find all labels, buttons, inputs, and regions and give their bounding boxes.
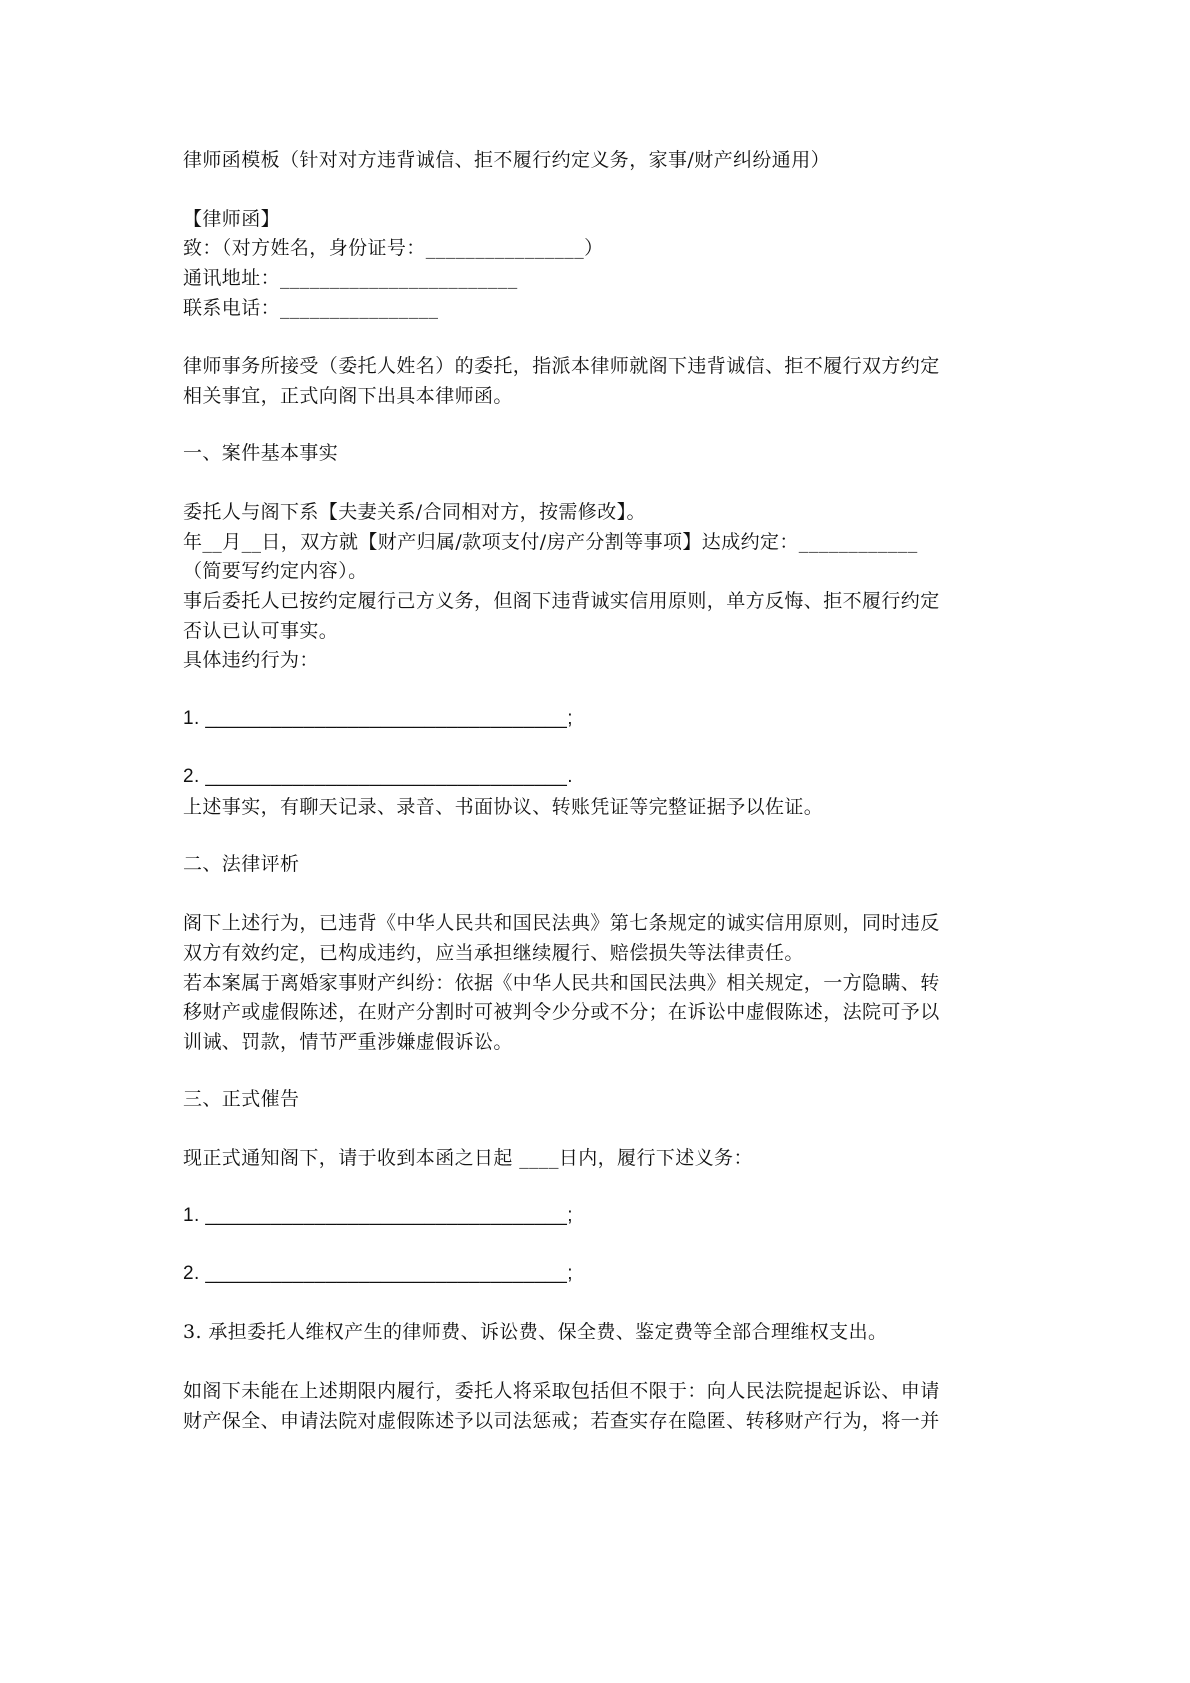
facts-line: 否认已认可事实。 <box>183 620 339 642</box>
demand-item: 1. _________________________________; <box>183 1205 573 1226</box>
section-heading-legal: 二、法律评析 <box>183 853 300 875</box>
legal-line: 阁下上述行为，已违背《中华人民共和国民法典》第七条规定的诚实信用原则，同时违反 <box>183 912 940 934</box>
document-title: 律师函模板（针对对方违背诚信、拒不履行约定义务，家事/财产纠纷通用） <box>183 149 831 171</box>
intro-paragraph-line: 律师事务所接受（委托人姓名）的委托，指派本律师就阁下违背诚信、拒不履行双方约定 <box>183 355 940 377</box>
breach-item: 2. _________________________________. <box>183 766 573 787</box>
facts-line: 具体违约行为： <box>183 649 319 671</box>
legal-line: 若本案属于离婚家事财产纠纷：依据《中华人民共和国民法典》相关规定，一方隐瞒、转 <box>183 972 940 994</box>
demand-item: 2. _________________________________; <box>183 1263 573 1284</box>
warning-line: 财产保全、申请法院对虚假陈述予以司法惩戒；若查实存在隐匿、转移财产行为，将一并 <box>183 1410 940 1432</box>
legal-line: 训诫、罚款，情节严重涉嫌虚假诉讼。 <box>183 1031 513 1053</box>
facts-line: （简要写约定内容）。 <box>183 560 368 582</box>
section-heading-demand: 三、正式催告 <box>183 1088 300 1110</box>
demand-intro: 现正式通知阁下，请于收到本函之日起 ____日内，履行下述义务： <box>183 1147 753 1169</box>
letter-heading: 【律师函】 <box>183 208 281 230</box>
facts-line: 年__月__日，双方就【财产归属/款项支付/房产分割等事项】达成约定：____________ <box>183 531 918 553</box>
evidence-line: 上述事实，有聊天记录、录音、书面协议、转账凭证等完整证据予以佐证。 <box>183 796 824 818</box>
addressee-line: 致：（对方姓名，身份证号：________________） <box>183 237 604 259</box>
phone-line: 联系电话：________________ <box>183 297 439 319</box>
legal-line: 移财产或虚假陈述，在财产分割时可被判令少分或不分；在诉讼中虚假陈述，法院可予以 <box>183 1001 940 1023</box>
section-heading-facts: 一、案件基本事实 <box>183 442 339 464</box>
address-line: 通讯地址：________________________ <box>183 267 518 289</box>
intro-paragraph-line: 相关事宜，正式向阁下出具本律师函。 <box>183 385 513 407</box>
demand-item: 3. 承担委托人维权产生的律师费、诉讼费、保全费、鉴定费等全部合理维权支出。 <box>183 1321 888 1343</box>
breach-item: 1. _________________________________; <box>183 708 573 729</box>
legal-line: 双方有效约定，已构成违约，应当承担继续履行、赔偿损失等法律责任。 <box>183 942 804 964</box>
facts-line: 事后委托人已按约定履行己方义务，但阁下违背诚实信用原则，单方反悔、拒不履行约定 <box>183 590 940 612</box>
warning-line: 如阁下未能在上述期限内履行，委托人将采取包括但不限于：向人民法院提起诉讼、申请 <box>183 1380 940 1402</box>
facts-line: 委托人与阁下系【夫妻关系/合同相对方，按需修改】。 <box>183 501 646 523</box>
